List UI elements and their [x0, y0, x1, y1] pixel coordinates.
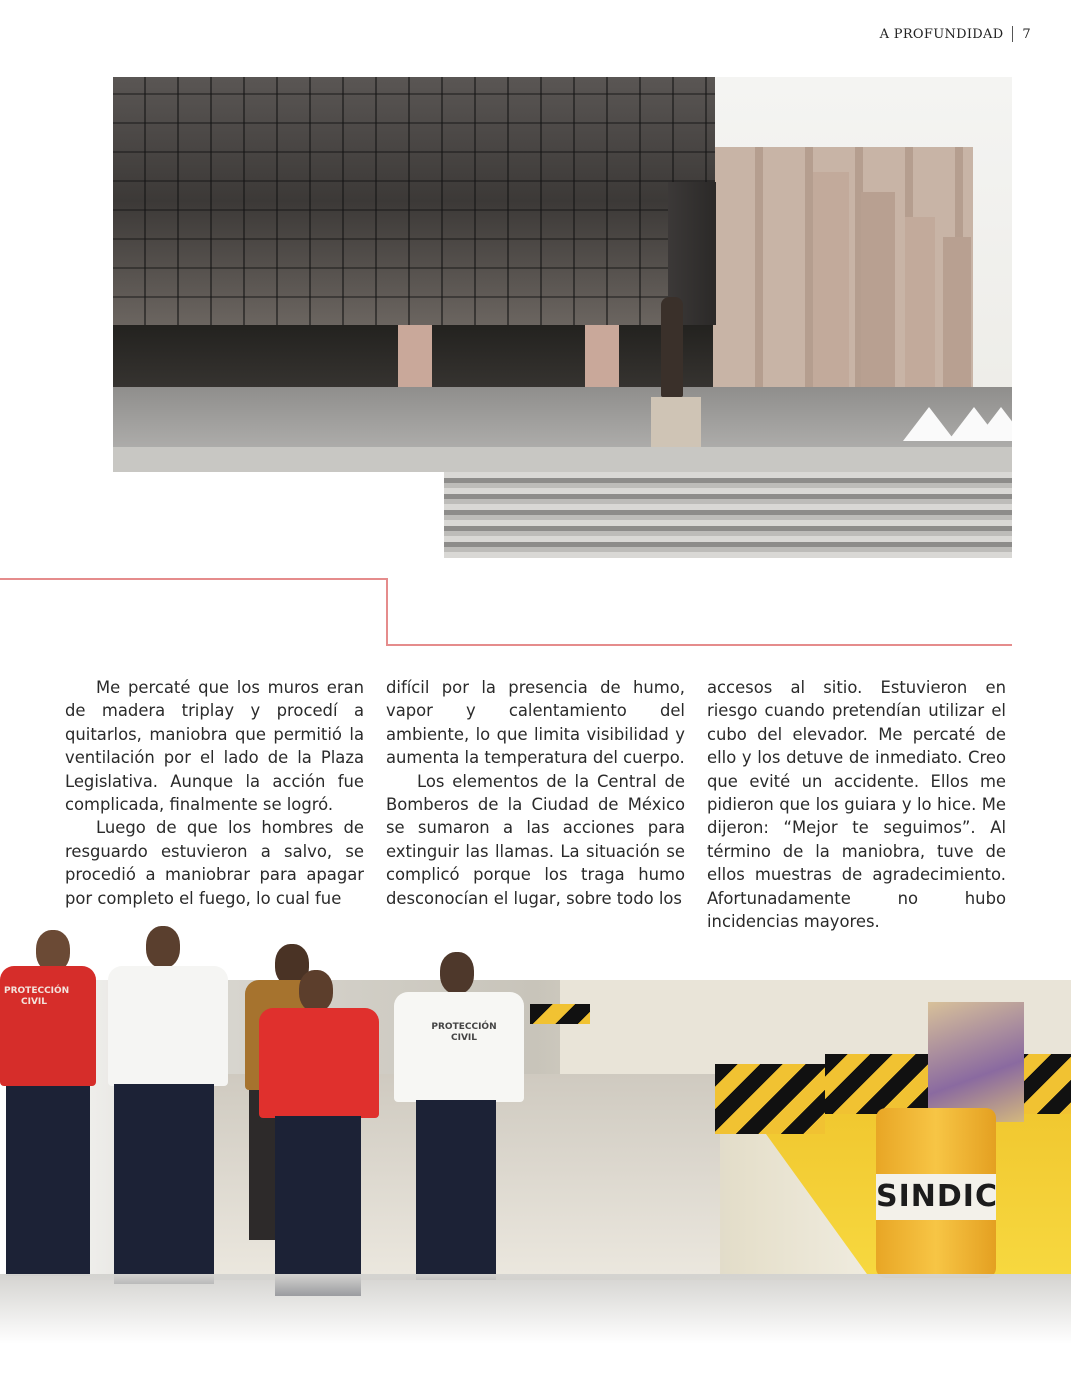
shirt: [394, 992, 524, 1102]
floor-shadow: [0, 1274, 1071, 1344]
running-header: [880, 26, 1031, 42]
hazard-stripes: [530, 1004, 590, 1024]
text-column-3: [707, 676, 1006, 933]
accent-rule: [386, 578, 388, 646]
paragraph: Los elementos de la Central de Bomberos de la Ciudad de México se sumaron a las acciones para extinguir las llamas. La situación se complicó porque los traga humo desconocían el lugar, sobre todo los: [386, 771, 685, 908]
shirt-text: PROTECCIÓN CIVIL: [431, 1022, 497, 1043]
text-column-1: [65, 676, 364, 910]
person-white-shirt: [100, 926, 230, 1286]
paragraph: Me percaté que los muros eran de madera triplay y procedí a quitarlos, maniobra que permitió la ventilación por el lado de la Plaza Legislativa. Aunque la acción fue complicada, finalmente se logró.: [65, 678, 364, 815]
paragraph: Luego de que los hombres de resguardo estuvieron a salvo, se procedió a maniobrar para apagar por completo el fuego, lo cual fue: [65, 818, 364, 908]
shirt: [259, 1008, 379, 1118]
statue: [661, 297, 683, 397]
page-number: 7: [1022, 26, 1031, 42]
section-title: A PROFUNDIDAD: [879, 26, 1004, 42]
hazard-stripes: [715, 1064, 825, 1134]
paragraph: accesos al sitio. Estuvieron en riesgo cuando pretendían utilizar el cubo del elevador. Me percaté de ello y los detuve de inmediato. Creo que evité un accidente. Ellos me pidieron que los guiara y lo hice. Me dijeron: “Mejor te seguimos”. Al término de la maniobra, tuve de ellos muestras de agradecimiento. Afortunadamente no hubo incidencias mayores.: [707, 678, 1006, 932]
white-tent: [975, 407, 1012, 441]
person-red-shirt-center: [255, 970, 385, 1300]
poster: [928, 1002, 1024, 1122]
shirt: [0, 966, 96, 1086]
head: [299, 970, 333, 1012]
accent-rule: [386, 644, 1012, 646]
head: [440, 952, 474, 994]
glass-facade: [113, 77, 715, 325]
foreground-stairs: [444, 472, 1012, 558]
person-red-shirt: [0, 930, 100, 1280]
statue-pedestal: [651, 397, 701, 447]
text-column-2: [386, 676, 685, 910]
head: [146, 926, 180, 968]
pants: [416, 1100, 496, 1280]
shirt-text: PROTECCIÓN CIVIL: [4, 986, 70, 1007]
pants: [6, 1086, 90, 1276]
pants: [114, 1084, 214, 1284]
photo-cutout: [113, 472, 444, 558]
civil-protection-team-photo: [0, 924, 1071, 1344]
barrel-label: SINDIC: [876, 1174, 996, 1220]
shirt: [108, 966, 228, 1086]
header-divider: [1012, 26, 1013, 42]
paragraph: difícil por la presencia de humo, vapor y calentamiento del ambiente, lo que limita visibilidad y aumenta la temperatura del cuerpo.: [386, 678, 685, 768]
accent-rule: [0, 578, 386, 580]
plaza-floor: [113, 447, 1012, 472]
person-white-shirt-right: [380, 952, 530, 1282]
building-photo: [113, 77, 1012, 558]
pants: [275, 1116, 361, 1296]
